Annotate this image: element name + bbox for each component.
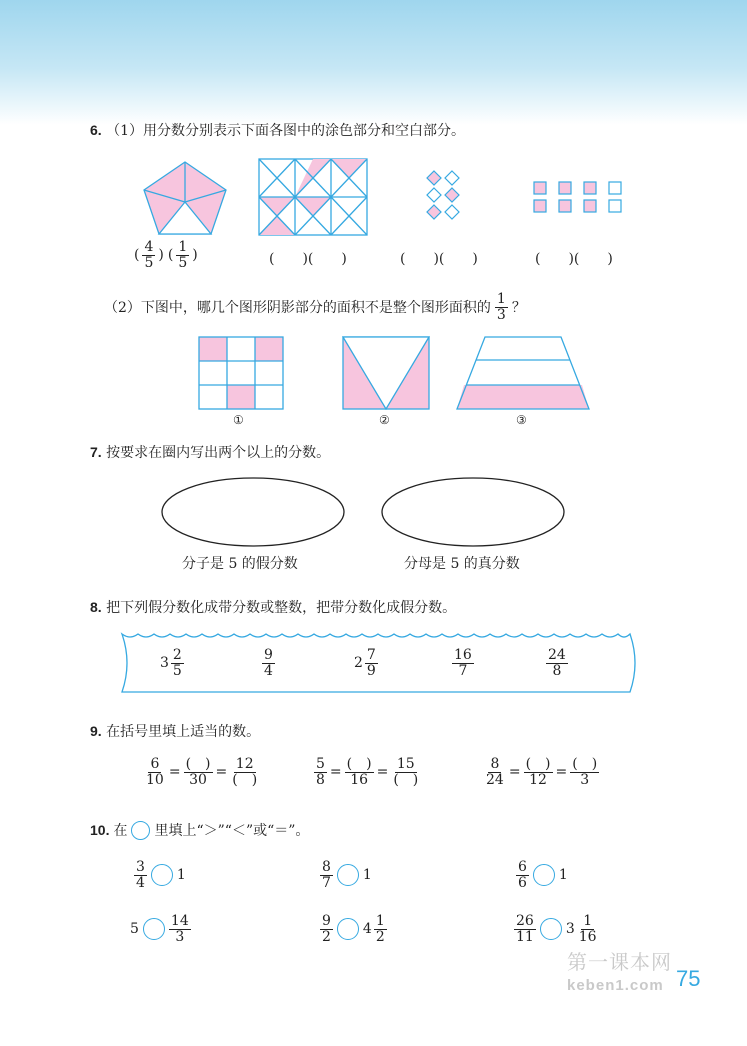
answer-ellipse-1[interactable]: [160, 476, 346, 548]
header-band: [0, 0, 747, 125]
compare-3[interactable]: $\frac{6}{6}$ 1: [518, 859, 568, 891]
compare-4[interactable]: 5 $\frac{14}{3}$: [130, 913, 189, 945]
ellipse-2-label: 分母是 5 的真分数: [404, 556, 520, 572]
q9-equation-1[interactable]: $\frac{6}{10}$ = $\frac{( )}{30}$ = $\frac{12}{( )}$: [146, 756, 258, 788]
pentagon-figure: [140, 158, 230, 236]
q9-title: 9. 在括号里填上适当的数。: [90, 723, 261, 740]
compare-2[interactable]: $\frac{8}{7}$ 1: [322, 859, 372, 891]
shape-label-3: ③: [516, 413, 527, 427]
compare-circle-6[interactable]: [540, 918, 562, 940]
q9-equation-2[interactable]: $\frac{5}{8}$ = $\frac{( )}{16}$ = $\frac{15}{( )}$: [316, 756, 419, 788]
q8-item-2: $\frac{9}{4}$: [264, 647, 273, 679]
triangle-shape-2: [342, 336, 430, 410]
q8-item-4: $\frac{16}{7}$: [454, 647, 472, 679]
compare-circle-1[interactable]: [151, 864, 173, 886]
q10-title: 10. 在 里填上“＞”“＜”或“＝”。: [90, 822, 310, 839]
circle-icon: [131, 821, 150, 840]
q6-title: 6. （1）用分数分别表示下面各图中的涂色部分和空白部分。: [90, 122, 466, 139]
q6-answer-blank-3[interactable]: ( )( ): [400, 251, 478, 267]
ellipse-1-label: 分子是 5 的假分数: [182, 556, 298, 572]
compare-circle-4[interactable]: [143, 918, 165, 940]
q8-item-1: 3 $\frac{2}{5}$: [160, 647, 182, 679]
answer-ellipse-2[interactable]: [380, 476, 566, 548]
trapezoid-shape-3: [456, 336, 590, 410]
shape-label-2: ②: [379, 413, 390, 427]
q7-title: 7. 按要求在圈内写出两个以上的分数。: [90, 444, 331, 461]
q6-part2-title: （2）下图中，哪几个图形阴影部分的面积不是整个图形面积的 $\frac{1}{3}$ ？: [104, 291, 526, 323]
q9-equation-3[interactable]: $\frac{8}{24}$ = $\frac{( )}{12}$ = $\frac{( )}{3}$: [486, 756, 598, 788]
q8-title: 8. 把下列假分数化成带分数或整数，把带分数化成假分数。: [90, 599, 457, 616]
diamonds-figure: [424, 170, 464, 222]
shape-label-1: ①: [233, 413, 244, 427]
compare-circle-5[interactable]: [337, 918, 359, 940]
compare-circle-2[interactable]: [337, 864, 359, 886]
compare-6[interactable]: $\frac{26}{11}$ 3 $\frac{1}{16}$: [516, 913, 597, 945]
q6-answer-blank-2[interactable]: ( )( ): [269, 251, 347, 267]
grid-shape-1: [198, 336, 284, 410]
q6-answer-blank-4[interactable]: ( )( ): [535, 251, 613, 267]
page-number: 75: [676, 966, 701, 991]
q8-item-3: 2 $\frac{7}{9}$: [354, 647, 376, 679]
squares-figure: [532, 180, 624, 214]
q6-answer-example: ( $\frac{4}{5}$ ) ( $\frac{1}{5}$ ): [134, 239, 198, 271]
compare-5[interactable]: $\frac{9}{2}$ 4 $\frac{1}{2}$: [322, 913, 385, 945]
compare-1[interactable]: $\frac{3}{4}$ 1: [136, 859, 186, 891]
watermark: 第一课本网 keben1.com: [567, 952, 672, 994]
rectangle-grid-figure: [258, 158, 368, 236]
compare-circle-3[interactable]: [533, 864, 555, 886]
q8-item-5: $\frac{24}{8}$: [548, 647, 566, 679]
